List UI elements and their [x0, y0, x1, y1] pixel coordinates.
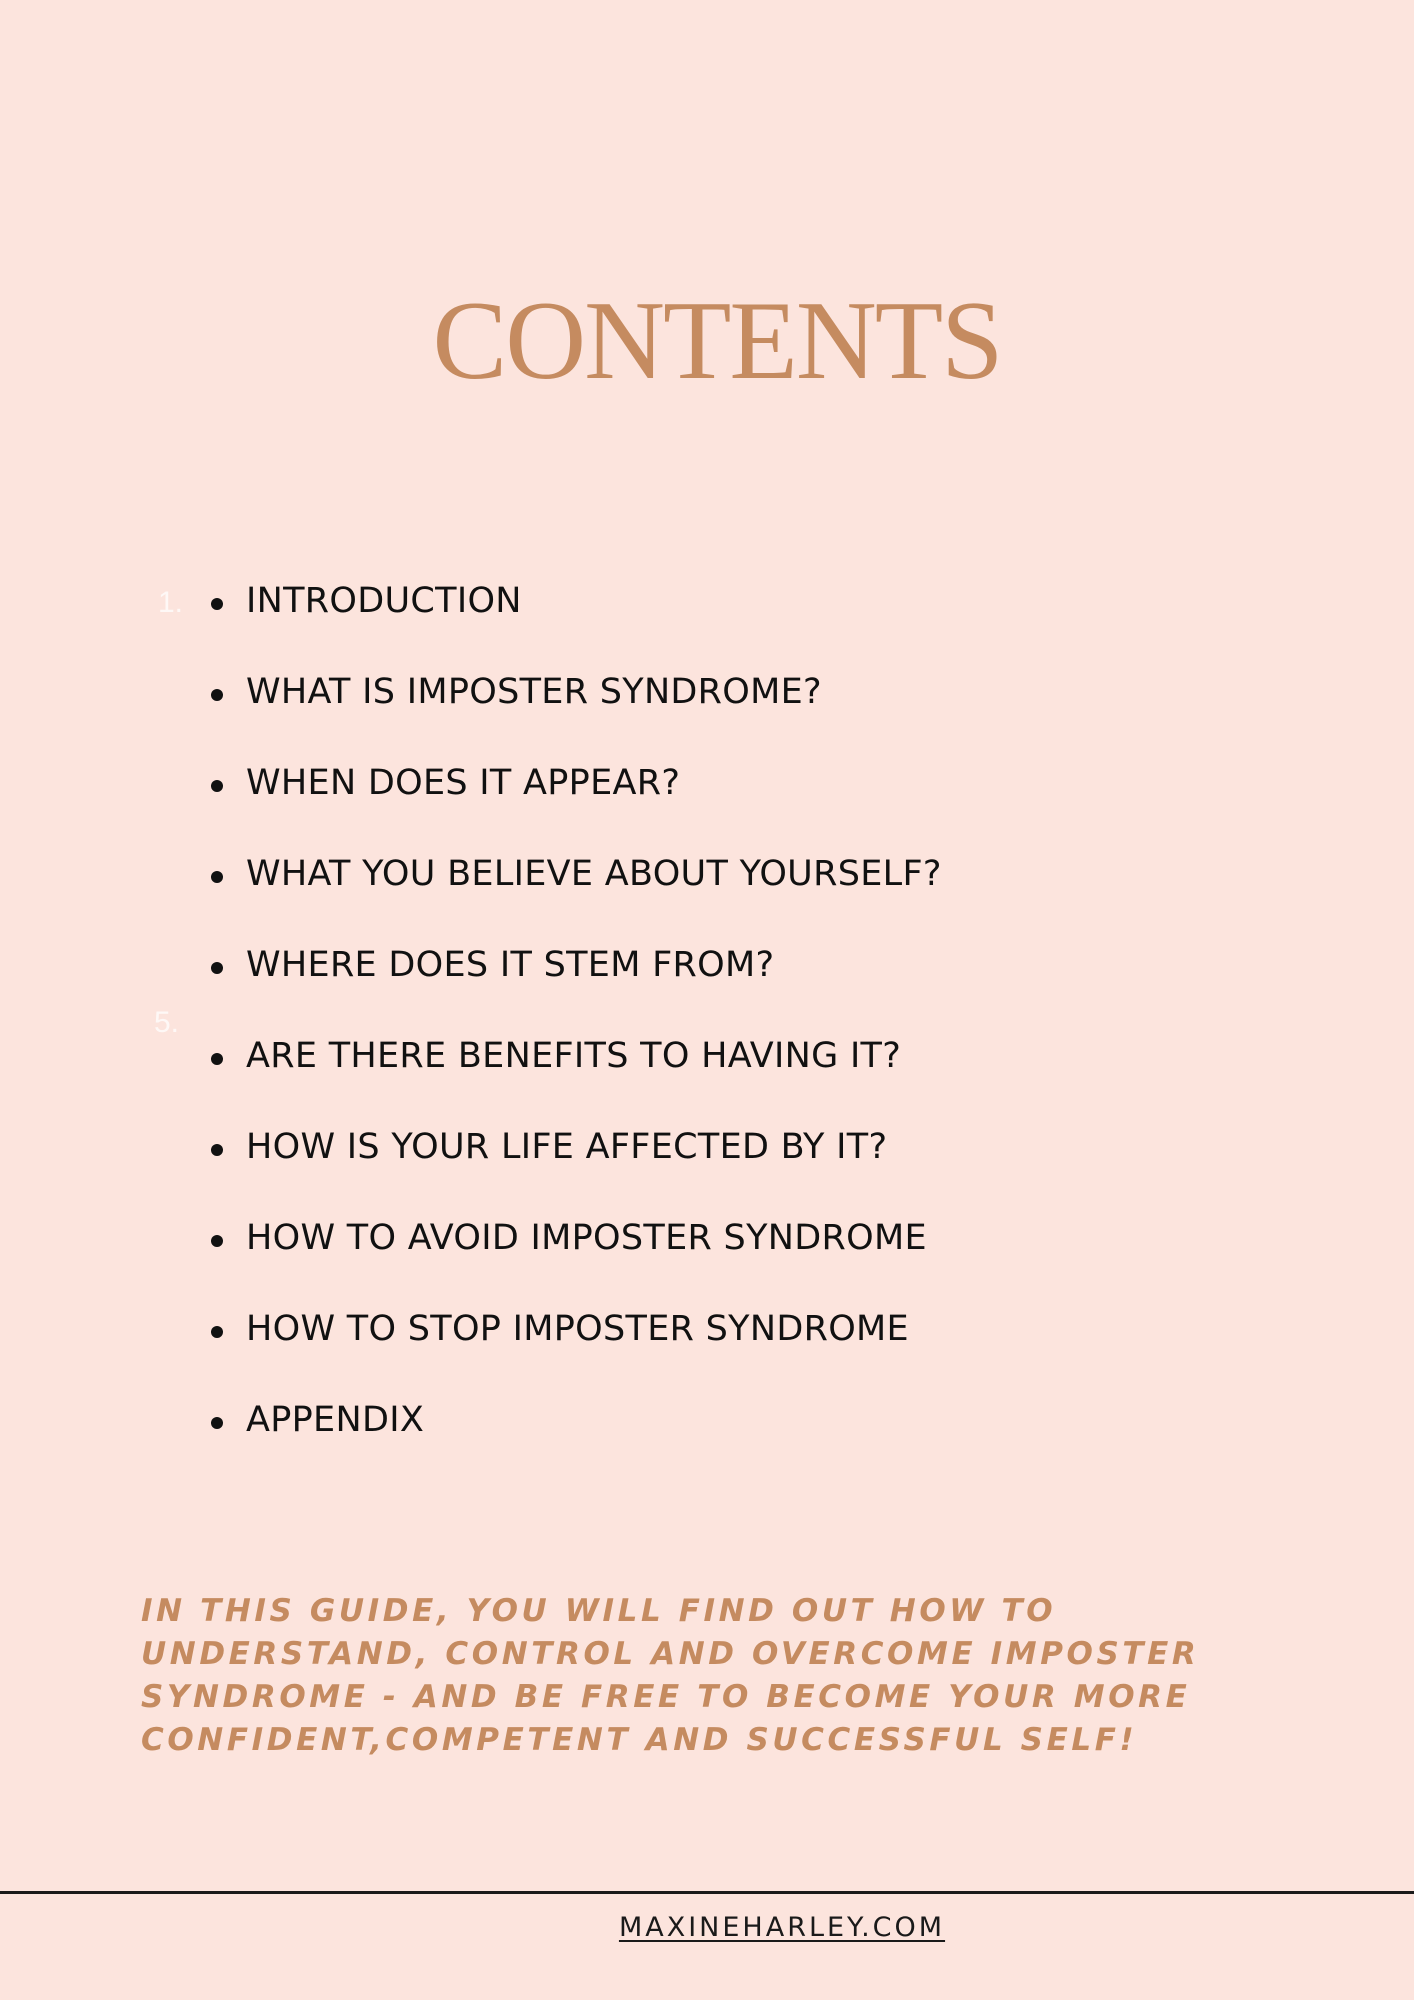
- faint-list-number: 1.: [158, 586, 184, 619]
- tagline-line: SYNDROME - AND BE FREE TO BECOME YOUR MORE: [141, 1679, 1191, 1715]
- bullet-icon: [211, 1144, 223, 1156]
- toc-item-label: ARE THERE BENEFITS TO HAVING IT?: [246, 1036, 902, 1076]
- bullet-icon: [211, 962, 223, 974]
- bullet-icon: [211, 689, 223, 701]
- toc-item-label: HOW TO STOP IMPOSTER SYNDROME: [246, 1309, 909, 1349]
- tagline-line: CONFIDENT,COMPETENT AND SUCCESSFUL SELF!: [141, 1722, 1138, 1758]
- faint-list-number: 5.: [154, 1006, 180, 1039]
- bullet-icon: [211, 1326, 223, 1338]
- toc-item-label: WHAT IS IMPOSTER SYNDROME?: [246, 672, 822, 712]
- bullet-icon: [211, 598, 223, 610]
- guide-tagline: [141, 1590, 1301, 1762]
- toc-item-label: WHAT YOU BELIEVE ABOUT YOURSELF?: [246, 854, 942, 894]
- toc-item-label: HOW TO AVOID IMPOSTER SYNDROME: [246, 1218, 927, 1258]
- bullet-icon: [211, 1235, 223, 1247]
- toc-item-label: WHEN DOES IT APPEAR?: [246, 763, 681, 803]
- toc-item-label: APPENDIX: [246, 1400, 425, 1440]
- website-link[interactable]: MAXINEHARLEY.COM: [618, 1912, 946, 1943]
- toc-item-label: WHERE DOES IT STEM FROM?: [246, 945, 775, 985]
- toc-item-label: HOW IS YOUR LIFE AFFECTED BY IT?: [246, 1127, 888, 1167]
- bullet-icon: [211, 1053, 223, 1065]
- tagline-line: UNDERSTAND, CONTROL AND OVERCOME IMPOSTER: [141, 1636, 1200, 1672]
- toc-item-label: INTRODUCTION: [246, 581, 522, 621]
- page-title: CONTENTS: [432, 279, 1002, 403]
- bullet-icon: [211, 780, 223, 792]
- bullet-icon: [211, 871, 223, 883]
- tagline-line: IN THIS GUIDE, YOU WILL FIND OUT HOW TO: [141, 1593, 1057, 1629]
- footer-divider: [0, 1891, 1414, 1894]
- bullet-icon: [211, 1417, 223, 1429]
